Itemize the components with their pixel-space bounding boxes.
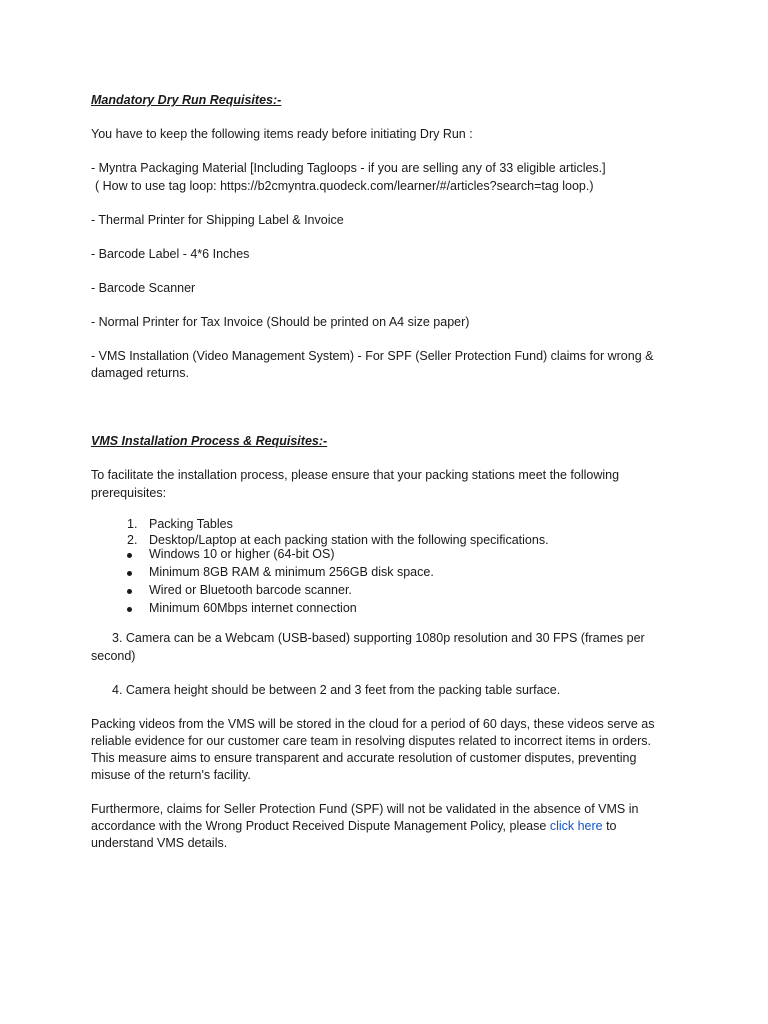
- bullet-item: Minimum 60Mbps internet connection: [149, 601, 357, 615]
- item-camera-webcam: 3. Camera can be a Webcam (USB-based) supporting 1080p resolution and 30 FPS (frames per: [112, 631, 645, 645]
- bullet-item: Minimum 8GB RAM & minimum 256GB disk space.: [149, 565, 434, 579]
- dry-run-intro: You have to keep the following items ready before initiating Dry Run :: [91, 127, 473, 141]
- para-spf-line: understand VMS details.: [91, 836, 228, 850]
- item-barcode-scanner: - Barcode Scanner: [91, 281, 196, 295]
- para-storage-line: reliable evidence for our customer care team in resolving disputes related to incorrect items in orders.: [91, 734, 651, 748]
- bullet-dot: [127, 553, 132, 558]
- item-packaging-note: ( How to use tag loop: https://b2cmyntra.quodeck.com/learner/#/articles?search=tag loop.): [95, 179, 594, 193]
- para-storage-line: This measure aims to ensure transparent and accurate resolution of customer disputes, preventing: [91, 751, 637, 765]
- item-thermal-printer: - Thermal Printer for Shipping Label & Invoice: [91, 213, 344, 227]
- item-packaging-material: - Myntra Packaging Material [Including Tagloops - if you are selling any of 33 eligible articles.]: [91, 161, 606, 175]
- para-spf-text-pre: accordance with the Wrong Product Received Dispute Management Policy, please: [91, 819, 550, 833]
- item-barcode-label: - Barcode Label - 4*6 Inches: [91, 247, 250, 261]
- bullet-item: Windows 10 or higher (64-bit OS): [149, 547, 335, 561]
- item-normal-printer: - Normal Printer for Tax Invoice (Should be printed on A4 size paper): [91, 315, 470, 329]
- bullet-dot: [127, 571, 132, 576]
- vms-heading: VMS Installation Process & Requisites:-: [91, 434, 328, 448]
- para-spf-line: Furthermore, claims for Seller Protection Fund (SPF) will not be validated in the absence of VMS in: [91, 802, 639, 816]
- dry-run-heading: Mandatory Dry Run Requisites:-: [91, 93, 282, 107]
- list-item-packing-tables: Packing Tables: [149, 517, 233, 531]
- click-here-link[interactable]: click here: [549, 819, 603, 833]
- item-vms-installation: - VMS Installation (Video Management System) - For SPF (Seller Protection Fund) claims for wrong &: [91, 349, 654, 363]
- para-spf-text-post: to: [602, 819, 617, 833]
- vms-intro: To facilitate the installation process, please ensure that your packing stations meet the following: [91, 468, 620, 482]
- bullet-dot: [127, 589, 132, 594]
- para-storage-line: misuse of the return's facility.: [91, 768, 251, 782]
- item-camera-webcam-cont: second): [91, 649, 136, 663]
- item-vms-installation-cont: damaged returns.: [91, 366, 189, 380]
- list-item-desktop-laptop: Desktop/Laptop at each packing station with the following specifications.: [149, 533, 549, 547]
- vms-intro-cont: prerequisites:: [91, 486, 167, 500]
- bullet-dot: [127, 607, 132, 612]
- bullet-item: Wired or Bluetooth barcode scanner.: [149, 583, 352, 597]
- para-storage-line: Packing videos from the VMS will be stored in the cloud for a period of 60 days, these videos serve as: [91, 717, 655, 731]
- list-number: 1.: [127, 517, 138, 531]
- list-number: 2.: [127, 533, 138, 547]
- item-camera-height: 4. Camera height should be between 2 and 3 feet from the packing table surface.: [112, 683, 561, 697]
- para-spf-line-with-link: [91, 818, 617, 835]
